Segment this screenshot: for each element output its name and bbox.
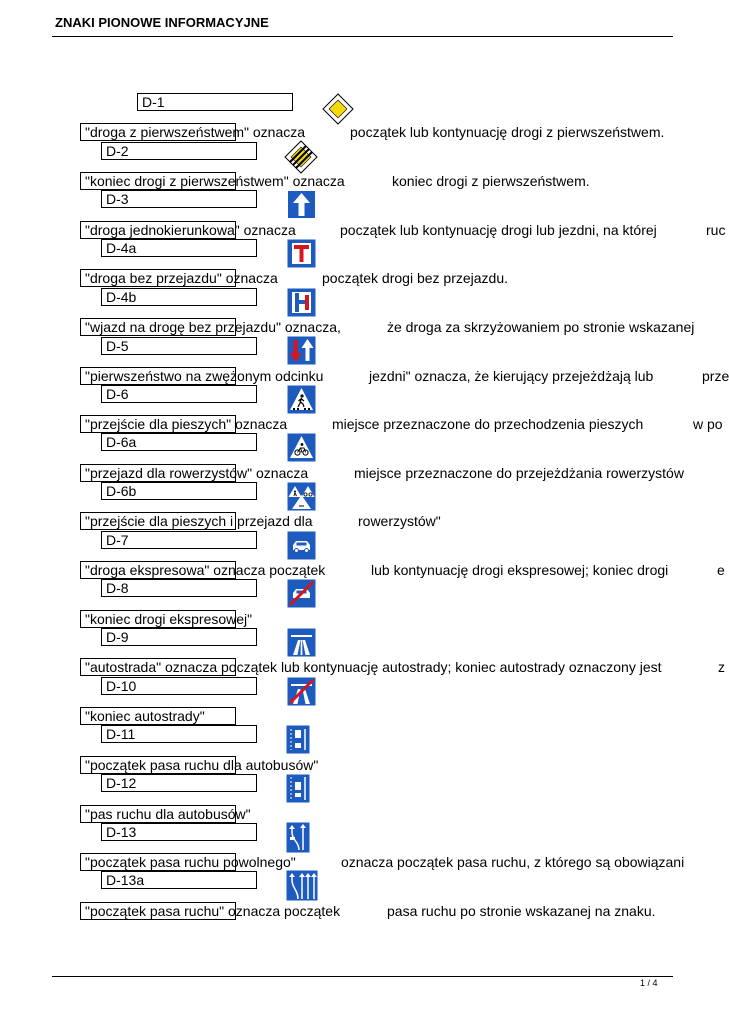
- end-expressway-icon: [287, 579, 316, 608]
- sign-name-d2: "koniec drogi z pierwszeństwem" oznacza: [85, 173, 345, 189]
- sign-name-d13a: "początek pasa ruchu" oznacza początek: [85, 903, 341, 919]
- bus-lane-icon: [286, 774, 310, 803]
- priority-road-icon: [322, 93, 354, 125]
- sign-code-d1: D-1: [137, 93, 293, 111]
- motorway-icon: [287, 628, 316, 657]
- end-motorway-icon: [287, 677, 316, 706]
- sign-name-d10: "koniec autostrady": [85, 708, 205, 724]
- sign-desc-d7: lub kontynuację drogi ekspresowej; koniec drogi: [371, 562, 669, 578]
- sign-code-d2: D-2: [101, 142, 257, 160]
- slow-lane-start-icon: [286, 822, 310, 853]
- pedestrian-crossing-icon: [287, 385, 316, 414]
- pedestrian-cyclist-crossing-icon: [287, 482, 316, 511]
- page-title: ZNAKI PIONOWE INFORMACYJNE: [55, 15, 269, 30]
- sign-name-d7: "droga ekspresowa" oznacza początek: [85, 562, 326, 578]
- sign-code-d8: D-8: [101, 579, 257, 597]
- lane-start-icon: [286, 870, 318, 901]
- sign-code-d6b: D-6b: [101, 482, 257, 500]
- sign-desc-d4a: początek drogi bez przejazdu.: [322, 270, 508, 286]
- footer-divider: [52, 976, 673, 977]
- entry-dead-end-icon: [287, 288, 316, 317]
- sign-desc-overflow-d3: ruc: [706, 222, 726, 238]
- sign-name-d1: "droga z pierwszeństwem" oznacza: [85, 124, 306, 140]
- dead-end-icon: [287, 239, 316, 268]
- sign-desc-d2: koniec drogi z pierwszeństwem.: [392, 173, 590, 189]
- sign-code-d5: D-5: [101, 337, 257, 355]
- sign-name-d6b: "przejście dla pieszych i przejazd dla: [85, 513, 313, 529]
- sign-code-d11: D-11: [101, 725, 257, 743]
- end-priority-road-icon: [284, 140, 318, 174]
- sign-code-d7: D-7: [101, 531, 257, 549]
- sign-code-d13: D-13: [101, 823, 257, 841]
- sign-desc-d1: początek lub kontynuację drogi z pierwszeństwem.: [350, 124, 665, 140]
- sign-desc-d6a: miejsce przeznaczone do przejeżdżania rowerzystów: [354, 465, 684, 481]
- cyclist-crossing-icon: [287, 433, 316, 462]
- sign-name-d3: "droga jednokierunkowa" oznacza: [85, 222, 296, 238]
- bus-lane-start-icon: [286, 725, 310, 754]
- sign-code-d4a: D-4a: [101, 239, 257, 257]
- page-number: 1 / 4: [640, 978, 658, 988]
- sign-desc-overflow-d6: w po: [693, 416, 723, 432]
- sign-name-d6a: "przejazd dla rowerzystów" oznacza: [85, 465, 309, 481]
- sign-code-d3: D-3: [101, 190, 257, 208]
- sign-name-d12: "pas ruchu dla autobusów": [85, 806, 251, 822]
- sign-desc-overflow-d5: prze: [702, 368, 729, 384]
- sign-desc-overflow-d9: z: [718, 659, 725, 675]
- sign-desc-d6b: rowerzystów": [358, 513, 441, 529]
- sign-code-d10: D-10: [101, 677, 257, 695]
- sign-code-d6: D-6: [101, 385, 257, 403]
- sign-desc-d6: miejsce przeznaczone do przechodzenia pieszych: [332, 416, 644, 432]
- sign-name-d5: "pierwszeństwo na zwężonym odcinku: [85, 368, 324, 384]
- sign-name-d9: "autostrada" oznacza początek lub kontynuację autostrady; koniec autostrady oznaczony jest: [85, 659, 662, 675]
- sign-desc-d4b: że droga za skrzyżowaniem po stronie wskazanej: [387, 319, 695, 335]
- sign-code-d4b: D-4b: [101, 288, 257, 306]
- sign-code-d6a: D-6a: [101, 433, 257, 451]
- sign-desc-d3: początek lub kontynuację drogi lub jezdni, na której: [340, 222, 657, 238]
- sign-code-d9: D-9: [101, 628, 257, 646]
- sign-name-d6: "przejście dla pieszych" oznacza: [85, 416, 288, 432]
- sign-name-d4a: "droga bez przejazdu" oznacza: [85, 270, 278, 286]
- one-way-road-icon: [287, 190, 316, 219]
- sign-desc-d13a: pasa ruchu po stronie wskazanej na znaku.: [387, 903, 656, 919]
- sign-name-d11: "początek pasa ruchu dla autobusów": [85, 757, 319, 773]
- sign-name-d4b: "wjazd na drogę bez przejazdu" oznacza,: [85, 319, 341, 335]
- sign-desc-overflow-d7: e: [717, 562, 725, 578]
- sign-desc-d13: oznacza początek pasa ruchu, z którego są obowiązani: [341, 854, 685, 870]
- sign-code-d12: D-12: [101, 774, 257, 792]
- priority-narrow-road-icon: [287, 336, 316, 365]
- expressway-icon: [287, 531, 316, 560]
- sign-desc-d5: jezdni" oznacza, że kierujący przejeżdżają lub: [369, 368, 654, 384]
- header-divider: [52, 36, 673, 37]
- sign-name-d8: "koniec drogi ekspresowej": [85, 611, 253, 627]
- sign-name-d13: "początek pasa ruchu powolnego": [85, 854, 296, 870]
- sign-code-d13a: D-13a: [101, 871, 257, 889]
